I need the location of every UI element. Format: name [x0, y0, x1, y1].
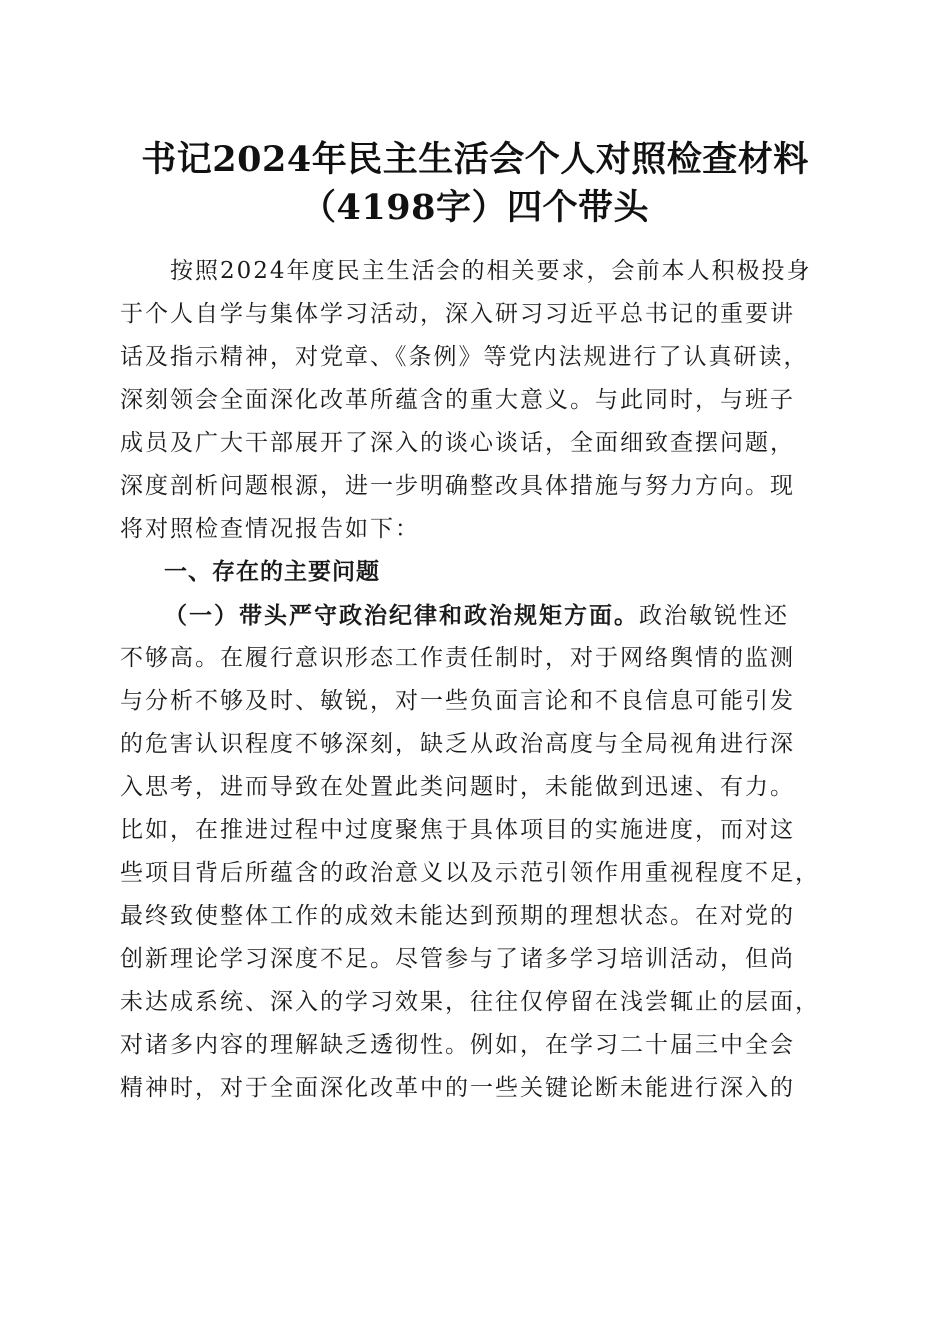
subsection-first-line: [120, 594, 840, 637]
intro-line: 成员及广大干部展开了深入的谈心谈话，全面细致查摆问题，: [120, 430, 795, 456]
document-body: [120, 250, 840, 1110]
body-line: 对诸多内容的理解缺乏透彻性。例如，在学习二十届三中全会: [120, 1032, 795, 1058]
section-heading: 一、存在的主要问题: [164, 559, 380, 585]
subsection-heading: （一）带头严守政治纪律和政治规矩方面。: [164, 602, 639, 629]
body-line: 的危害认识程度不够深刻，缺乏从政治高度与全局视角进行深: [120, 731, 795, 757]
intro-line: 深刻领会全面深化改革所蕴含的重大意义。与此同时，与班子: [120, 387, 795, 413]
intro-line: 按照2024年度民主生活会的相关要求，会前本人积极投身: [170, 258, 812, 284]
intro-line: 于个人自学与集体学习活动，深入研习习近平总书记的重要讲: [120, 301, 795, 327]
body-line: 些项目背后所蕴含的政治意义以及示范引领作用重视程度不足，: [120, 860, 820, 886]
body-line: 未达成系统、深入的学习效果，往往仅停留在浅尝辄止的层面，: [120, 989, 820, 1015]
document-title-line-2: （4198字）四个带头: [301, 187, 649, 228]
subsection-first-line-rest: 政治敏锐性还: [639, 603, 789, 629]
body-line: 创新理论学习深度不足。尽管参与了诸多学习培训活动，但尚: [120, 946, 795, 972]
document-title-line-1: 书记2024年民主生活会个人对照检查材料: [141, 139, 809, 180]
body-line: 入思考，进而导致在处置此类问题时，未能做到迅速、有力。: [120, 774, 795, 800]
body-line: 精神时，对于全面深化改革中的一些关键论断未能进行深入的: [120, 1075, 795, 1101]
intro-line: 深度剖析问题根源，进一步明确整改具体措施与努力方向。现: [120, 473, 795, 499]
intro-line: 将对照检查情况报告如下：: [120, 516, 420, 542]
body-line: 与分析不够及时、敏锐，对一些负面言论和不良信息可能引发: [120, 688, 795, 714]
body-line: 最终致使整体工作的成效未能达到预期的理想状态。在对党的: [120, 903, 795, 929]
intro-line: 话及指示精神，对党章、《条例》等党内法规进行了认真研读，: [120, 344, 809, 370]
body-line: 比如，在推进过程中过度聚焦于具体项目的实施进度，而对这: [120, 817, 795, 843]
body-line: 不够高。在履行意识形态工作责任制时，对于网络舆情的监测: [120, 645, 795, 671]
